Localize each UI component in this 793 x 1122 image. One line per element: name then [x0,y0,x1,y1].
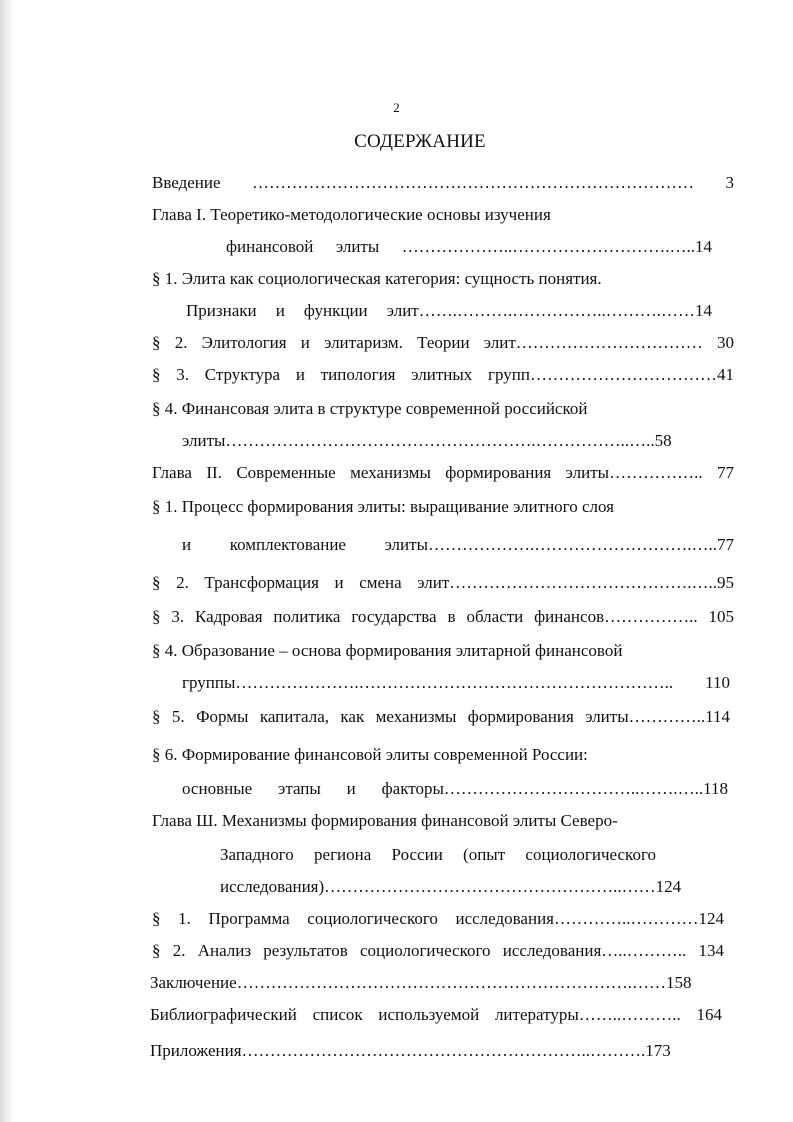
toc-entry-ch2-section-6-line-1: § 6. Формирование финансовой элиты современной России: [152,745,588,764]
scan-edge-shadow [0,0,14,1122]
toc-entry-ch3-section-2: § 2. Анализ результатов социологического исследования…..……….. 134 [152,941,724,960]
toc-entry-ch2-section-1-line-1: § 1. Процесс формирования элиты: выращивание элитного слоя [152,497,614,516]
toc-entry-bibliography: Библиографический список используемой литературы……..……….. 164 [150,1005,722,1024]
toc-entry-ch1-section-1-line-2: Признаки и функции элит…….……….……………..……….……14 [186,301,712,320]
page-number: 2 [393,100,400,115]
toc-entry-ch2-section-5: § 5. Формы капитала, как механизмы формирования элиты…………..114 [152,707,730,726]
toc-entry-ch1-section-2: § 2. Элитология и элитаризм. Теории элит…………………………… 30 [152,333,734,352]
toc-entry-ch2-section-6-line-2: основные этапы и факторы……………………………..…….…..118 [182,779,728,798]
toc-entry-chapter-3-line-3: исследования)……………………………………………..……124 [220,877,682,896]
toc-entry-ch2-section-4-line-1: § 4. Образование – основа формирования элитарной финансовой [152,641,623,660]
toc-entry-ch2-section-4-line-2: группы………………….……………………………………………….. 110 [182,673,730,692]
toc-entry-chapter-2: Глава II. Современные механизмы формирования элиты…………….. 77 [152,463,734,482]
toc-entry-chapter-3-line-1: Глава Ш. Механизмы формирования финансовой элиты Северо- [152,811,618,830]
toc-entry-ch2-section-1-line-2: и комплектование элиты……………….……………………….…..77 [182,535,734,554]
toc-entry-ch2-section-3: § 3. Кадровая политика государства в области финансов…………….. 105 [152,607,734,626]
toc-entry-chapter-1-line-1: Глава I. Теоретико-методологические основы изучения [152,205,551,224]
toc-entry-ch2-section-2: § 2. Трансформация и смена элит…………………………………….…..95 [152,573,734,592]
toc-entry-introduction: Введение …………………………………………………………………… 3 [152,173,734,192]
toc-entry-ch1-section-3: § 3. Структура и типология элитных групп……………………………41 [152,365,734,384]
toc-entry-appendix: Приложения……………………………………………………..……….173 [150,1041,671,1060]
toc-entry-chapter-3-line-2: Западного региона России (опыт социологического [220,845,656,864]
toc-title: СОДЕРЖАНИЕ [354,131,486,152]
toc-entry-ch1-section-1-line-1: § 1. Элита как социологическая категория: сущность понятия. [152,269,602,288]
toc-entry-ch3-section-1: § 1. Программа социологического исследования…………..…………124 [152,909,724,928]
toc-entry-ch1-section-4-line-2: элиты……………………………………………….……………..…..58 [182,431,672,450]
toc-entry-conclusion: Заключение…………………………………………………………….……158 [150,973,692,992]
toc-entry-chapter-1-line-2: финансовой элиты ………………..……………………….…..14 [226,237,712,256]
toc-entry-ch1-section-4-line-1: § 4. Финансовая элита в структуре современной российской [152,399,588,418]
